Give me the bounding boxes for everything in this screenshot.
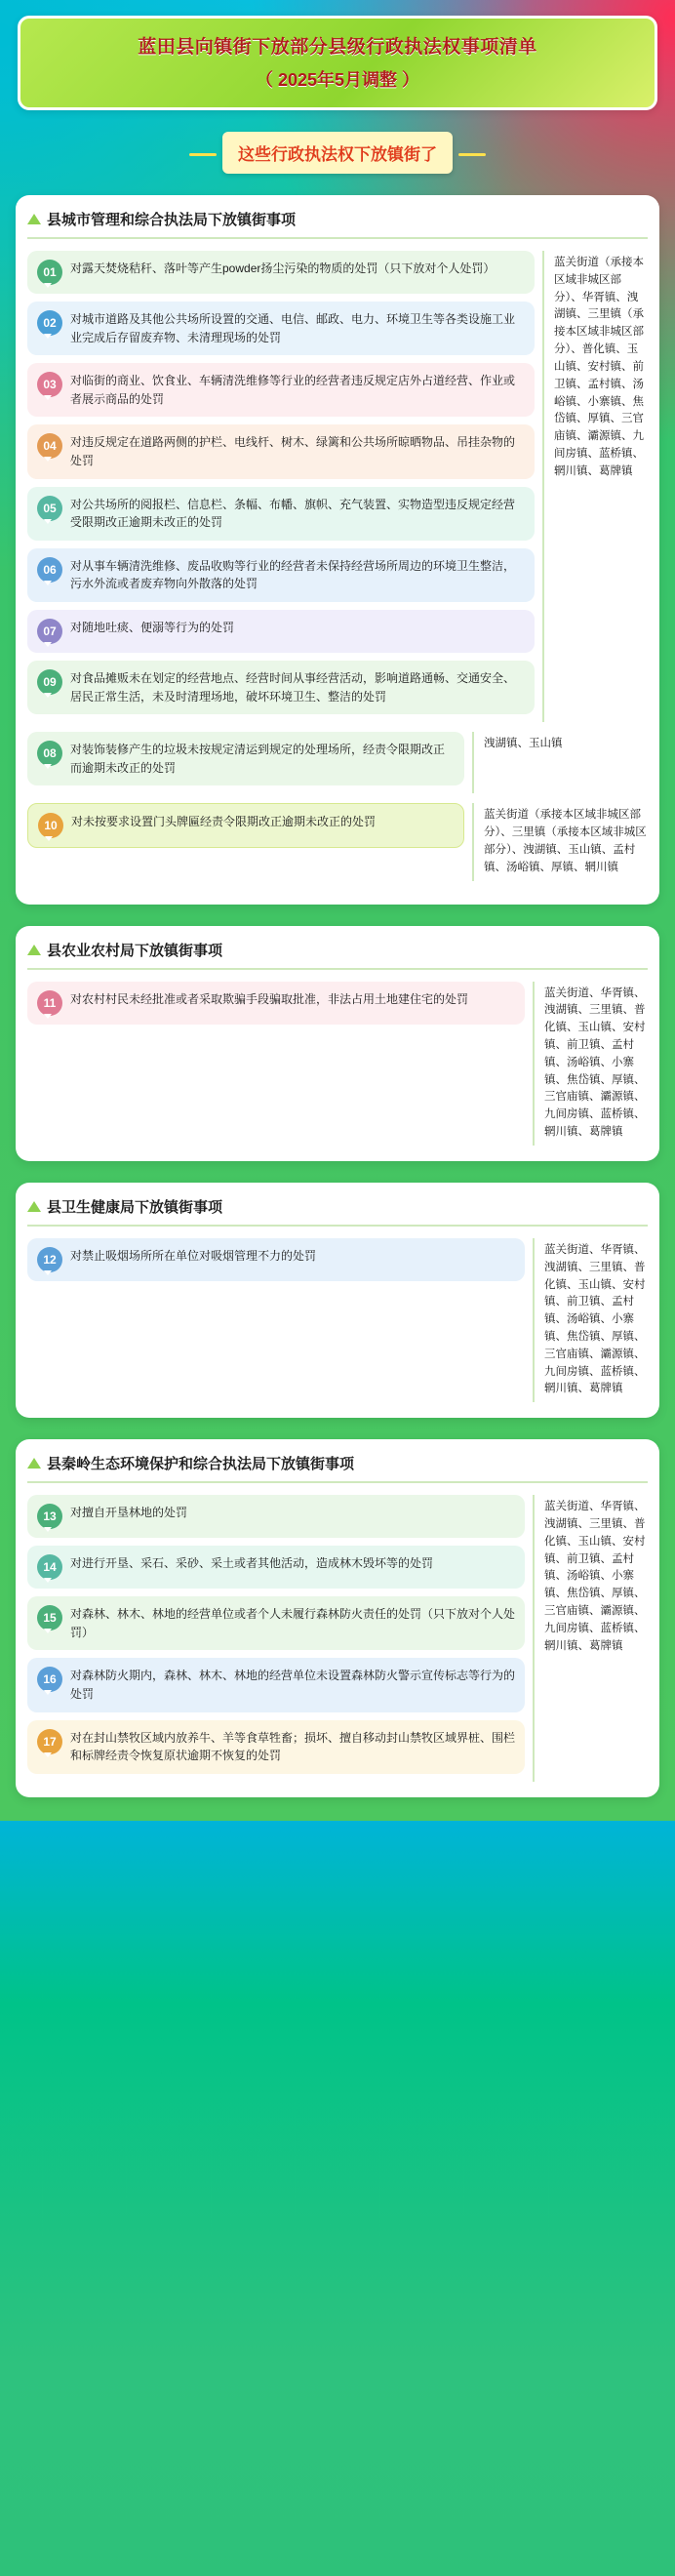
list-item [27,1658,525,1711]
sub-scope-row [27,732,648,793]
list-item [27,251,535,294]
list-item [27,803,464,848]
list-item [27,1720,525,1774]
item-text: 对森林防火期内，森林、林木、林地的经营单位未设置森林防火警示宣传标志等行为的处罚 [70,1669,516,1701]
item-text: 对随地吐痰、便溺等行为的处罚 [70,620,235,634]
scope-text: 蓝关街道、华胥镇、洩湖镇、三里镇、普化镇、玉山镇、安村镇、前卫镇、孟村镇、汤峪镇、小寨镇、焦岱镇、厚镇、三官庙镇、灞源镇、九间房镇、蓝桥镇、辋川镇、葛牌镇 [544,1243,646,1395]
scope-text: 洩湖镇、玉山镇 [484,738,563,750]
section-title [27,940,648,970]
item-text: 对城市道路及其他公共场所设置的交通、电信、邮政、电力、环境卫生等各类设施工业业完成后存留废弃物、未清理现场的处罚 [70,312,516,344]
list-item [27,1596,525,1650]
section [16,1183,659,1418]
triangle-icon [27,1458,41,1469]
item-number-badge: 10 [38,813,63,838]
item-text: 对违反规定在道路两侧的护栏、电线杆、树木、绿篱和公共场所晾晒物品、吊挂杂物的处罚 [70,435,516,467]
scope-column [533,982,648,1146]
scope-text: 蓝关街道、华胥镇、洩湖镇、三里镇、普化镇、玉山镇、安村镇、前卫镇、孟村镇、汤峪镇、小寨镇、焦岱镇、厚镇、三官庙镇、灞源镇、九间房镇、蓝桥镇、辋川镇、葛牌镇 [544,1501,646,1652]
item-number-badge: 11 [37,990,62,1016]
section-title [27,209,648,239]
banner-text: 这些行政执法权下放镇街了 [222,132,453,174]
item-number-badge: 07 [37,619,62,644]
triangle-icon [27,945,41,955]
item-number-badge: 06 [37,557,62,583]
list-item [27,548,535,602]
list-item [27,982,525,1025]
list-item [27,1238,525,1281]
item-number-badge: 16 [37,1667,62,1692]
items-column [27,982,525,1146]
list-item [27,732,464,785]
items-column [27,732,464,793]
triangle-icon [27,1201,41,1212]
section-title-text: 县农业农村局下放镇街事项 [47,942,223,959]
item-number-badge: 17 [37,1729,62,1754]
item-number-badge: 15 [37,1605,62,1630]
item-number-badge: 12 [37,1247,62,1272]
page-title: 蓝田县向镇街下放部分县级行政执法权事项清单 [138,37,537,58]
item-text: 对临街的商业、饮食业、车辆清洗维修等行业的经营者违反规定店外占道经营、作业或者展示商品的处罚 [70,374,516,406]
list-item [27,424,535,478]
scope-column [472,732,648,793]
section [16,195,659,905]
item-text: 对从事车辆清洗维修、废品收购等行业的经营者未保持经营场所周边的环境卫生整洁，污水外流或者废弃物向外散落的处罚 [70,558,516,591]
sub-scope-row [27,803,648,880]
item-text: 对在封山禁牧区域内放养牛、羊等食草牲畜；损坏、擅自移动封山禁牧区域界桩、围栏和标牌经责令恢复原状逾期不恢复的处罚 [70,1730,516,1763]
section-grid [27,1495,648,1782]
banner-row [0,132,675,174]
items-column [27,251,535,722]
items-column [27,1495,525,1782]
item-number-badge: 09 [37,669,62,695]
item-text: 对农村村民未经批准或者采取欺骗手段骗取批准，非法占用土地建住宅的处罚 [70,991,469,1006]
list-item [27,363,535,417]
scope-text: 蓝关街道（承接本区域非城区部分）、华胥镇、洩湖镇、三里镇（承接本区域非城区部分）、普化镇、玉山镇、安村镇、前卫镇、孟村镇、汤峪镇、小寨镇、焦岱镇、厚镇、三官庙镇、灞源镇、九间房镇、蓝桥镇、辋川镇、葛牌镇 [554,257,644,477]
title-card [18,16,657,110]
item-number-badge: 02 [37,310,62,336]
section [16,926,659,1161]
item-number-badge: 05 [37,496,62,521]
section-title-text: 县卫生健康局下放镇街事项 [47,1198,223,1216]
item-number-badge: 04 [37,433,62,459]
items-column [27,803,464,880]
list-item [27,302,535,355]
section-title [27,1196,648,1227]
item-text: 对森林、林木、林地的经营单位或者个人未履行森林防火责任的处罚（只下放对个人处罚） [70,1607,516,1639]
scope-text: 蓝关街道、华胥镇、洩湖镇、三里镇、普化镇、玉山镇、安村镇、前卫镇、孟村镇、汤峪镇、小寨镇、焦岱镇、厚镇、三官庙镇、灞源镇、九间房镇、蓝桥镇、辋川镇、葛牌镇 [544,986,646,1139]
scope-column [533,1238,648,1402]
item-text: 对公共场所的阅报栏、信息栏、条幅、布幡、旗帜、充气装置、实物造型违反规定经营受限期改正逾期未改正的处罚 [70,497,516,530]
list-item [27,1546,525,1589]
section-grid [27,251,648,722]
item-text: 对进行开垦、采石、采砂、采土或者其他活动，造成林木毁坏等的处罚 [70,1556,434,1571]
item-text: 对禁止吸烟场所所在单位对吸烟管理不力的处罚 [70,1248,317,1263]
item-number-badge: 14 [37,1554,62,1580]
item-text: 对露天焚烧秸秆、落叶等产生powder扬尘污染的物质的处罚（只下放对个人处罚） [70,262,496,275]
item-number-badge: 13 [37,1504,62,1529]
scope-column [533,1495,648,1782]
section-title [27,1453,648,1483]
list-item [27,1495,525,1538]
section-grid [27,1238,648,1402]
items-column [27,1238,525,1402]
item-text: 对未按要求设置门头牌匾经责令限期改正逾期未改正的处罚 [71,815,377,829]
item-text: 对装饰装修产生的垃圾未按规定清运到规定的处理场所，经责令限期改正而逾期未改正的处罚 [70,743,446,775]
section-grid [27,982,648,1146]
item-number-badge: 03 [37,372,62,397]
item-text: 对食品摊贩未在划定的经营地点、经营时间从事经营活动，影响道路通畅、交通安全、居民正常生活，未及时清理场地，破坏环境卫生、整洁的处罚 [70,670,516,704]
scope-text: 蓝关街道（承接本区域非城区部分）、三里镇（承接本区域非城区部分）、洩湖镇、玉山镇、孟村镇、汤峪镇、厚镇、辋川镇 [484,809,647,873]
sections-container [0,195,675,1797]
section-title-text: 县城市管理和综合执法局下放镇街事项 [47,212,297,228]
header [0,0,675,110]
triangle-icon [27,214,41,224]
section [16,1439,659,1797]
item-number-badge: 08 [37,741,62,766]
scope-column [472,803,648,880]
page-subtitle-date: （ 2025年5月调整 ） [255,70,420,90]
item-number-badge: 01 [37,260,62,285]
list-item [27,661,535,714]
list-item [27,610,535,653]
section-title-text: 县秦岭生态环境保护和综合执法局下放镇街事项 [47,1456,355,1473]
item-text: 对擅自开垦林地的处罚 [70,1506,188,1520]
scope-column [542,251,648,722]
list-item [27,487,535,541]
